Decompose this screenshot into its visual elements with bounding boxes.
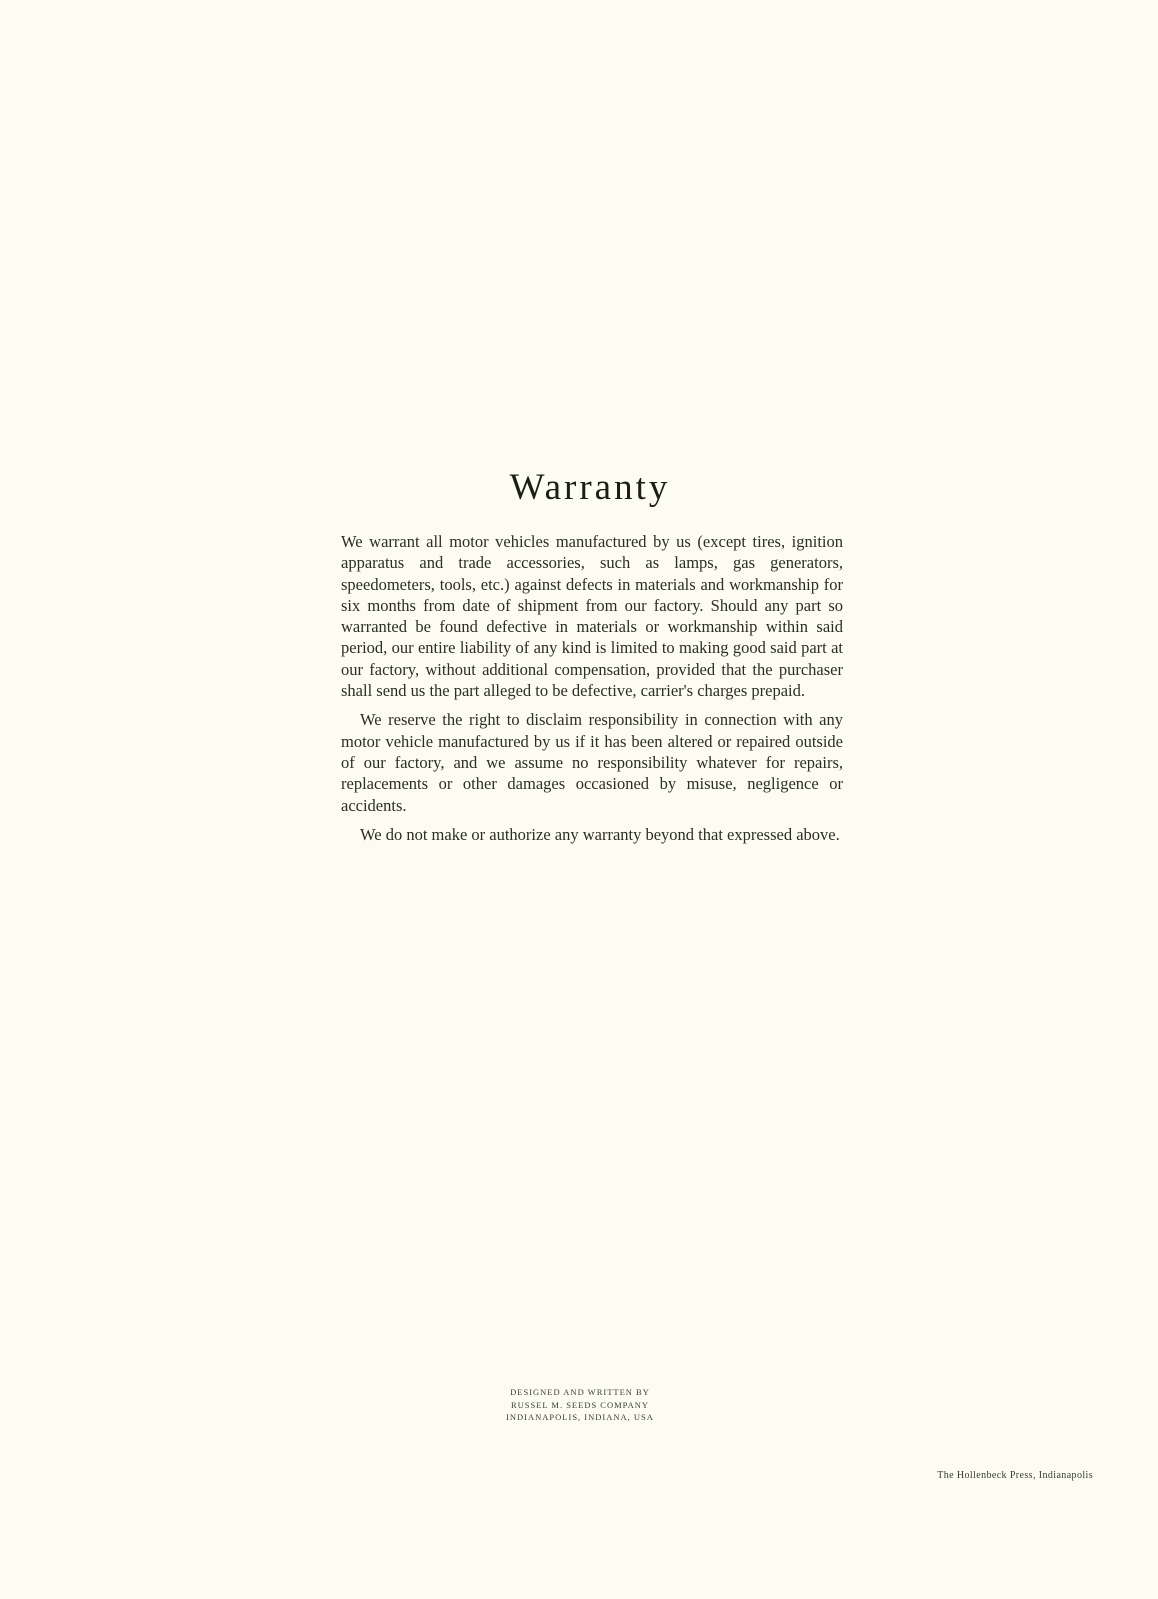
- designer-credit: [440, 1386, 720, 1424]
- warranty-paragraph-1: We warrant all motor vehicles manufactured by us (except tires, ignition apparatus and trade accessories, such as lamps, gas generators, speedometers, tools, etc.) against defects in materials and workmanship for six months from date of shipment from our factory. Should any part so warranted be found defective in materials or workmanship within said period, our entire liability of any kind is limited to making good said part at our factory, without additional compensation, provided that the purchaser shall send us the part alleged to be defective, carrier's charges prepaid.: [341, 532, 843, 701]
- printer-imprint: The Hollenbeck Press, Indianapolis: [937, 1470, 1093, 1481]
- page-title: Warranty: [509, 467, 671, 508]
- warranty-paragraph-2: We reserve the right to disclaim responsibility in connection with any motor vehicle manufactured by us if it has been altered or repaired outside of our factory, and we assume no responsibility whatever for repairs, replacements or other damages occasioned by misuse, negligence or accidents.: [341, 710, 843, 815]
- warranty-body: [341, 531, 843, 853]
- warranty-paragraph-3: We do not make or authorize any warranty beyond that expressed above.: [360, 824, 840, 844]
- credit-line-1: DESIGNED AND WRITTEN BY: [510, 1387, 650, 1397]
- credit-line-3: INDIANAPOLIS, INDIANA, USA: [506, 1412, 654, 1422]
- credit-line-2: RUSSEL M. SEEDS COMPANY: [510, 1399, 650, 1410]
